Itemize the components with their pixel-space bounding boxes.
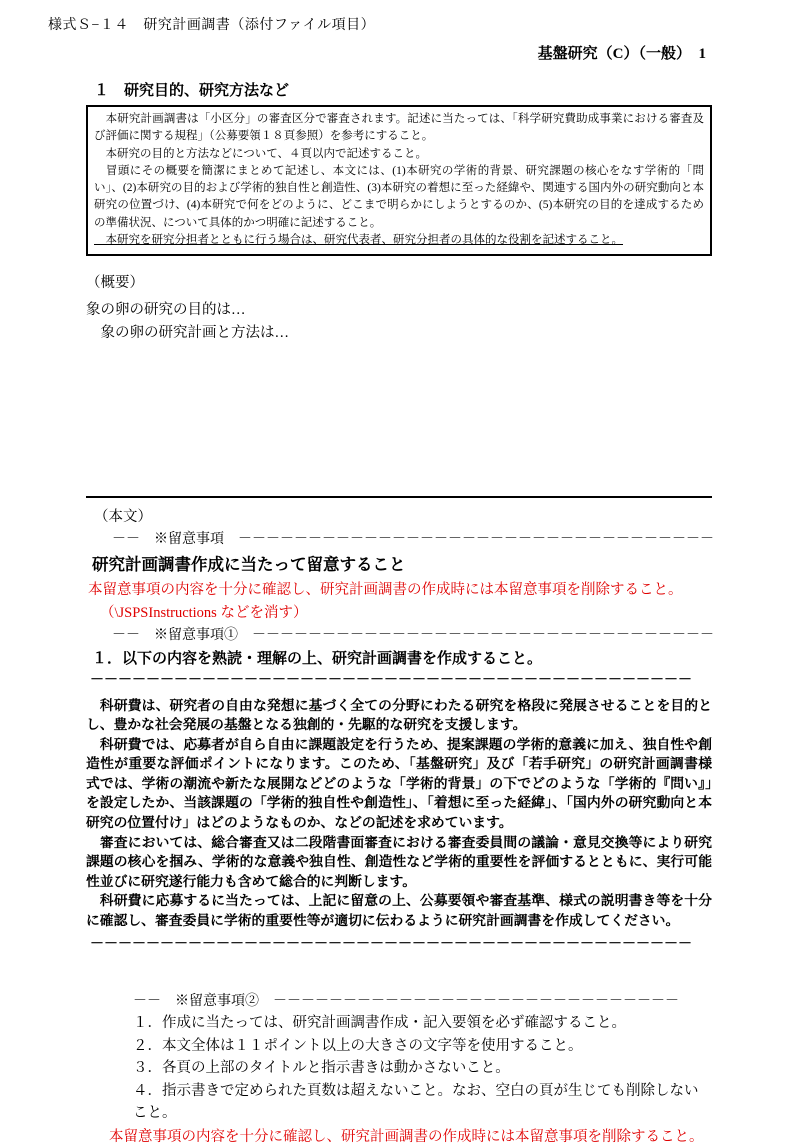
research-category-header: 基盤研究（C）（一般） 1: [0, 42, 706, 63]
notice1-instruction: １．以下の内容を熟読・理解の上、研究計画調書を作成すること。: [92, 647, 712, 668]
body-paragraph: 科研費に応募するに当たっては、上記に留意の上、公募要領や審査基準、様式の説明書き等を十分に確認し、審査委員に学術的重要性等が適切に伝わるように研究計画調書を作成してください。: [86, 892, 712, 931]
instruction-paragraph: 冒頭にその概要を簡潔にまとめて記述し、本文には、(1)本研究の学術的背景、研究課題の核心をなす学術的「問い」、(2)本研究の目的および学術的独自性と創造性、(3)本研究の着想に至った経緯や、関連する国内外の研究動向と本研究の位置づけ、(4)本研究で何をどのように、どこまで明らかにしようとするのか、(5)本研究の目的を達成するための準備状況、について具体的かつ明確に記述すること。: [94, 163, 704, 232]
overview-label: （概要）: [86, 272, 712, 295]
notice2-item: ３．各頁の上部のタイトルと指示書きは動かさないこと。: [133, 1057, 712, 1079]
notice-title: 研究計画調書作成に当たって留意すること: [92, 551, 712, 575]
main-text-label: （本文）: [94, 505, 712, 526]
body-paragraph: 科研費では、応募者が自ら自由に課題設定を行うため、提案課題の学術的意義に加え、独自性や創造性が重要な評価ポイントになります。このため、「基盤研究」及び「若手研究」の研究計画調書様式では、学術の潮流や新たな展開などどのような「学術的背景」の下でどのような「学術的『問い』」を設定したか、当該課題の「学術的独自性や創造性」、「着想に至った経緯」、「国内外の研究動向と本研究の位置付け」はどのようなものか、などの記述を求めています。: [86, 736, 712, 834]
instruction-box: [86, 105, 712, 256]
notice2-delete-warning: 本留意事項の内容を十分に確認し、研究計画調書の作成時には本留意事項を削除すること。: [109, 1126, 712, 1148]
dash-divider-bottom: －－－－－－－－－－－－－－－－－－－－－－－－－－－－－－－－－－－－－－－－－－－: [90, 933, 712, 953]
body-paragraphs: [86, 697, 712, 932]
body-paragraph: 審査においては、総合審査又は二段階書面審査における審査委員間の議論・意見交換等により研究課題の核心を掴み、学術的な意義や独自性、創造性など学術的重要性を評価するとともに、実行可能性並びに研究遂行能力も含めて総合的に判断します。: [86, 834, 712, 893]
delete-warning-text: 本留意事項の内容を十分に確認し、研究計画調書の作成時には本留意事項を削除すること。: [88, 578, 712, 599]
instruction-paragraph: 本研究計画調書は「小区分」の審査区分で審査されます。記述に当たっては、「科学研究費助成事業における審査及び評価に関する規程」（公募要領１８頁参照）を参考にすること。: [94, 111, 704, 146]
overview-section: [86, 272, 712, 346]
instruction-paragraph: 本研究の目的と方法などについて、４頁以内で記述すること。: [94, 146, 704, 163]
page-content: [86, 79, 712, 1148]
notice2-section: [133, 991, 712, 1148]
notice2-item: ２．本文全体は１１ポイント以上の大きさの文字等を使用すること。: [133, 1035, 712, 1057]
notice2-item: ４．指示書きで定められた頁数は超えないこと。なお、空白の頁が生じても削除しないこと。: [133, 1080, 712, 1125]
form-number: 様式Ｓ−１４ 研究計画調書（添付ファイル項目）: [48, 14, 794, 34]
instruction-paragraph-underlined: 本研究を研究分担者とともに行う場合は、研究代表者、研究分担者の具体的な役割を記述すること。: [94, 232, 704, 249]
notice2-item: １．作成に当たっては、研究計画調書作成・記入要領を必ず確認すること。: [133, 1012, 712, 1034]
notice-header-line: －－ ※留意事項 －－－－－－－－－－－－－－－－－－－－－－－－－－－－－－－－－－: [112, 528, 712, 548]
body-paragraph: 科研費は、研究者の自由な発想に基づく全ての分野にわたる研究を格段に発展させることを目的とし、豊かな社会発展の基盤となる独創的・先駆的な研究を支援します。: [86, 697, 712, 736]
overview-line: 象の卵の研究の目的は…: [86, 299, 712, 322]
section-divider-line: [86, 496, 712, 498]
notice2-header-line: －－ ※留意事項② －－－－－－－－－－－－－－－－－－－－－－－－－－－－－: [133, 991, 712, 1013]
section-title: １ 研究目的、研究方法など: [94, 79, 712, 100]
notice1-header-line: －－ ※留意事項① －－－－－－－－－－－－－－－－－－－－－－－－－－－－－－－－－: [112, 624, 712, 644]
jsps-instructions-note: （\JSPSInstructions などを消す）: [100, 601, 712, 622]
dash-divider-top: －－－－－－－－－－－－－－－－－－－－－－－－－－－－－－－－－－－－－－－－－－－: [90, 669, 712, 689]
overview-line: 象の卵の研究計画と方法は…: [86, 322, 712, 345]
